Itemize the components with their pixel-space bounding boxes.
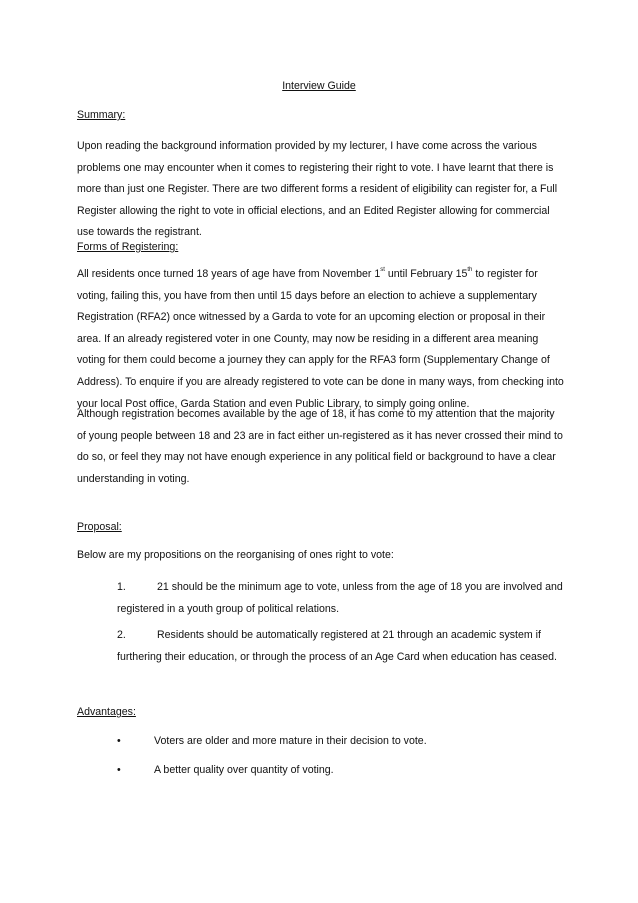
advantage-item — [117, 760, 334, 782]
proposal-intro: Below are my propositions on the reorganising of ones right to vote: — [77, 549, 394, 561]
forms-paragraph-2: Although registration becomes available by the age of 18, it has come to my attention that the majority of young people between 18 and 23 are in fact either un-registered as it has never crossed their mind to do so, or feel they may not have enough experience in any political field or background to have a clear understanding in voting. — [77, 408, 563, 485]
bullet-icon: • — [117, 735, 121, 747]
forms-paragraph-1 — [77, 264, 565, 415]
bullet-icon: • — [117, 764, 121, 776]
advantage-item-text: Voters are older and more mature in their decision to vote. — [154, 735, 427, 747]
proposal-item — [117, 577, 567, 620]
proposal-item-number: 2. — [117, 629, 126, 641]
proposal-item-text: Residents should be automatically registered at 21 through an academic system if furthering their education, or through the process of an Age Card when education has ceased. — [117, 629, 557, 663]
proposal-item-number: 1. — [117, 581, 126, 593]
proposal-item-text: 21 should be the minimum age to vote, unless from the age of 18 you are involved and registered in a youth group of political relations. — [117, 581, 563, 615]
advantages-heading: Advantages: — [77, 706, 136, 718]
advantage-item — [117, 731, 427, 753]
summary-heading: Summary: — [77, 109, 126, 121]
forms-p1-part3: to register for voting, failing this, you have from then until 15 days before an election to achieve a supplementary Registration (RFA2) once witnessed by a Garda to vote for an upcoming election or proposal in their area. If an already registered voter in one County, may now be residing in a different area meaning voting for them could become a journey they can apply for the RFA3 form (Supplementary Change of Address). To enquire if you are already registered to vote can be done in many ways, from checking into your local Post office, Garda Station and even Public Library, to simply going online. — [77, 268, 564, 410]
summary-paragraph: Upon reading the background information provided by my lecturer, I have come across the various problems one may encounter when it comes to registering their right to vote. I have learnt that there is more than just one Register. There are two different forms a resident of eligibility can register for, a Full Register allowing the right to vote in official elections, and an Edited Register allowing for commercial use towards the registrant. — [77, 140, 558, 239]
proposal-heading: Proposal: — [77, 521, 122, 533]
forms-p1-sup1: st — [380, 267, 385, 273]
forms-heading: Forms of Registering: — [77, 241, 179, 253]
forms-p1-sup2: th — [467, 267, 473, 273]
proposal-item — [117, 625, 567, 668]
forms-p1-part2: until February 15 — [384, 268, 468, 280]
document-title: Interview Guide — [282, 80, 356, 92]
forms-p1-part1: All residents once turned 18 years of age have from November 1 — [77, 268, 381, 280]
advantage-item-text: A better quality over quantity of voting. — [154, 764, 334, 776]
